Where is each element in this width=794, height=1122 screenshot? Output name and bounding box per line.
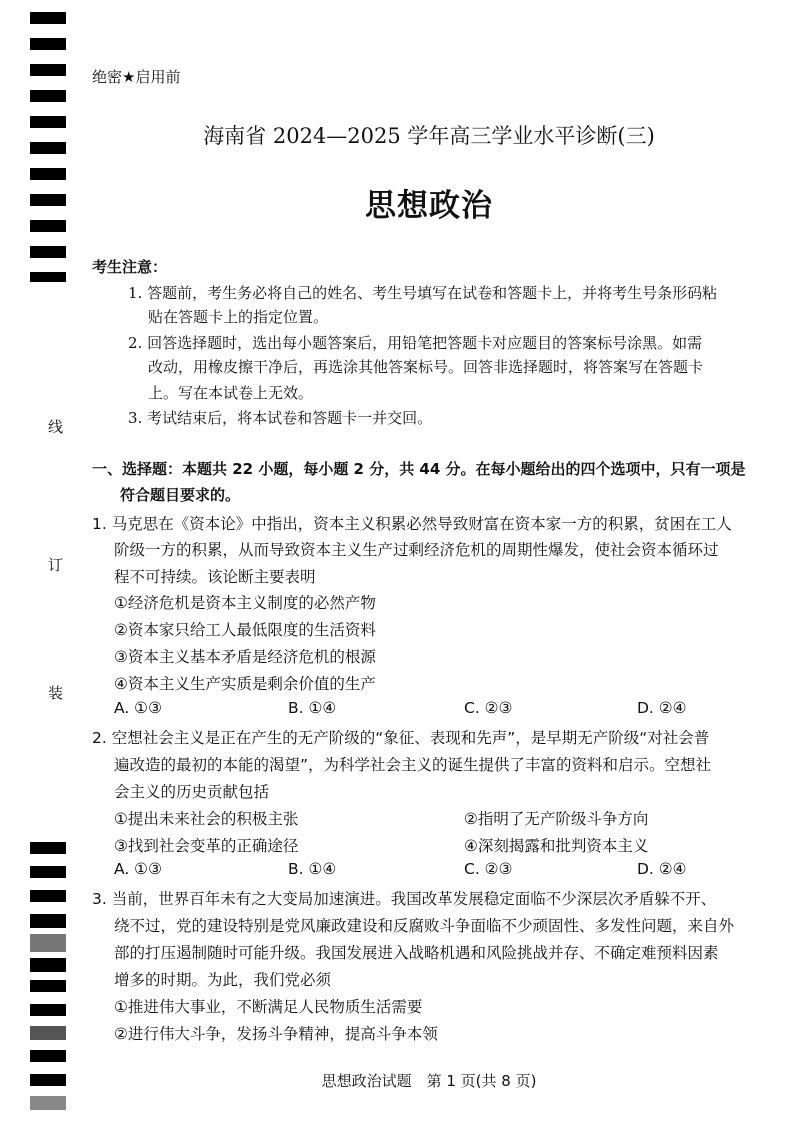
q2-item: ③找到社会变革的正确途径 bbox=[114, 837, 299, 855]
exam-title: 海南省 2024—2025 学年高三学业水平诊断(三) bbox=[203, 124, 655, 148]
subject-title: 思想政治 bbox=[365, 188, 493, 224]
q1-option-a[interactable]: A. ①③ bbox=[114, 699, 162, 717]
q3-stem-line: 绕不过，党的建设特别是党风廉政建设和反腐败斗争面临不少顽固性、多发性问题，来自外 bbox=[114, 917, 735, 935]
binding-margin bbox=[0, 0, 70, 1122]
q1-item: ④资本主义生产实质是剩余价值的生产 bbox=[114, 675, 376, 693]
q1-stem-line: 程不可持续。该论断主要表明 bbox=[114, 568, 316, 586]
q1-option-d[interactable]: D. ②④ bbox=[637, 699, 687, 717]
q2-stem-line: 2. 空想社会主义是正在产生的无产阶级的“象征、表现和先声”，是早期无产阶级“对社会普 bbox=[92, 729, 710, 747]
q2-stem-line: 会主义的历史贡献包括 bbox=[114, 783, 270, 801]
q2-option-d[interactable]: D. ②④ bbox=[637, 860, 687, 878]
q2-item: ②指明了无产阶级斗争方向 bbox=[464, 810, 649, 828]
q3-stem-line: 增多的时期。为此，我们党必须 bbox=[114, 971, 332, 989]
section-heading: 一、选择题：本题共 22 小题，每小题 2 分，共 44 分。在每小题给出的四个选项中，只有一项是 bbox=[92, 460, 746, 478]
q1-item: ①经济危机是资本主义制度的必然产物 bbox=[114, 594, 376, 612]
q1-item: ②资本家只给工人最低限度的生活资料 bbox=[114, 621, 376, 639]
q2-option-c[interactable]: C. ②③ bbox=[464, 860, 513, 878]
notice-title: 考生注意： bbox=[92, 258, 168, 276]
q1-item: ③资本主义基本矛盾是经济危机的根源 bbox=[114, 648, 376, 666]
binding-bind-label: 装 bbox=[48, 684, 64, 702]
notice-line: 1. 答题前，考生务必将自己的姓名、考生号填写在试卷和答题卡上，并将考生号条形码粘 bbox=[128, 284, 718, 302]
q1-option-c[interactable]: C. ②③ bbox=[464, 699, 513, 717]
secret-label: 绝密★启用前 bbox=[92, 68, 181, 86]
notice-line: 3. 考试结束后，将本试卷和答题卡一并交回。 bbox=[128, 409, 433, 427]
q3-stem-line: 3. 当前，世界百年未有之大变局加速演进。我国改革发展稳定面临不少深层次矛盾躲不开、 bbox=[92, 890, 717, 908]
q2-item: ④深刻揭露和批判资本主义 bbox=[464, 837, 649, 855]
notice-line: 上。写在本试卷上无效。 bbox=[148, 384, 314, 402]
binding-order-label: 订 bbox=[48, 556, 64, 574]
exam-page bbox=[92, 0, 766, 1122]
q1-option-b[interactable]: B. ①④ bbox=[288, 699, 337, 717]
q2-option-a[interactable]: A. ①③ bbox=[114, 860, 162, 878]
q1-stem-line: 阶级一方的积累，从而导致资本主义生产过剩经济危机的周期性爆发，使社会资本循环过 bbox=[114, 541, 719, 559]
page-footer: 思想政治试题 第 1 页(共 8 页) bbox=[321, 1072, 537, 1090]
q3-stem-line: 部的打压遏制随时可能升级。我国发展进入战略机遇和风险挑战并存、不确定难预料因素 bbox=[114, 944, 719, 962]
q2-item: ①提出未来社会的积极主张 bbox=[114, 810, 299, 828]
notice-line: 贴在答题卡上的指定位置。 bbox=[148, 308, 329, 326]
q3-item: ②进行伟大斗争，发扬斗争精神，提高斗争本领 bbox=[114, 1025, 438, 1043]
q2-option-b[interactable]: B. ①④ bbox=[288, 860, 337, 878]
q2-stem-line: 遍改造的最初的本能的渴望”，为科学社会主义的诞生提供了丰富的资料和启示。空想社 bbox=[114, 756, 712, 774]
notice-line: 改动，用橡皮擦干净后，再选涂其他答案标号。回答非选择题时，将答案写在答题卡 bbox=[148, 358, 704, 376]
q1-stem-line: 1. 马克思在《资本论》中指出，资本主义积累必然导致财富在资本家一方的积累，贫困在工人 bbox=[92, 515, 732, 533]
q3-item: ①推进伟大事业，不断满足人民物质生活需要 bbox=[114, 998, 423, 1016]
section-heading-cont: 符合题目要求的。 bbox=[120, 486, 241, 504]
binding-line-label: 线 bbox=[48, 418, 64, 436]
notice-line: 2. 回答选择题时，选出每小题答案后，用铅笔把答题卡对应题目的答案标号涂黑。如需 bbox=[128, 334, 703, 352]
